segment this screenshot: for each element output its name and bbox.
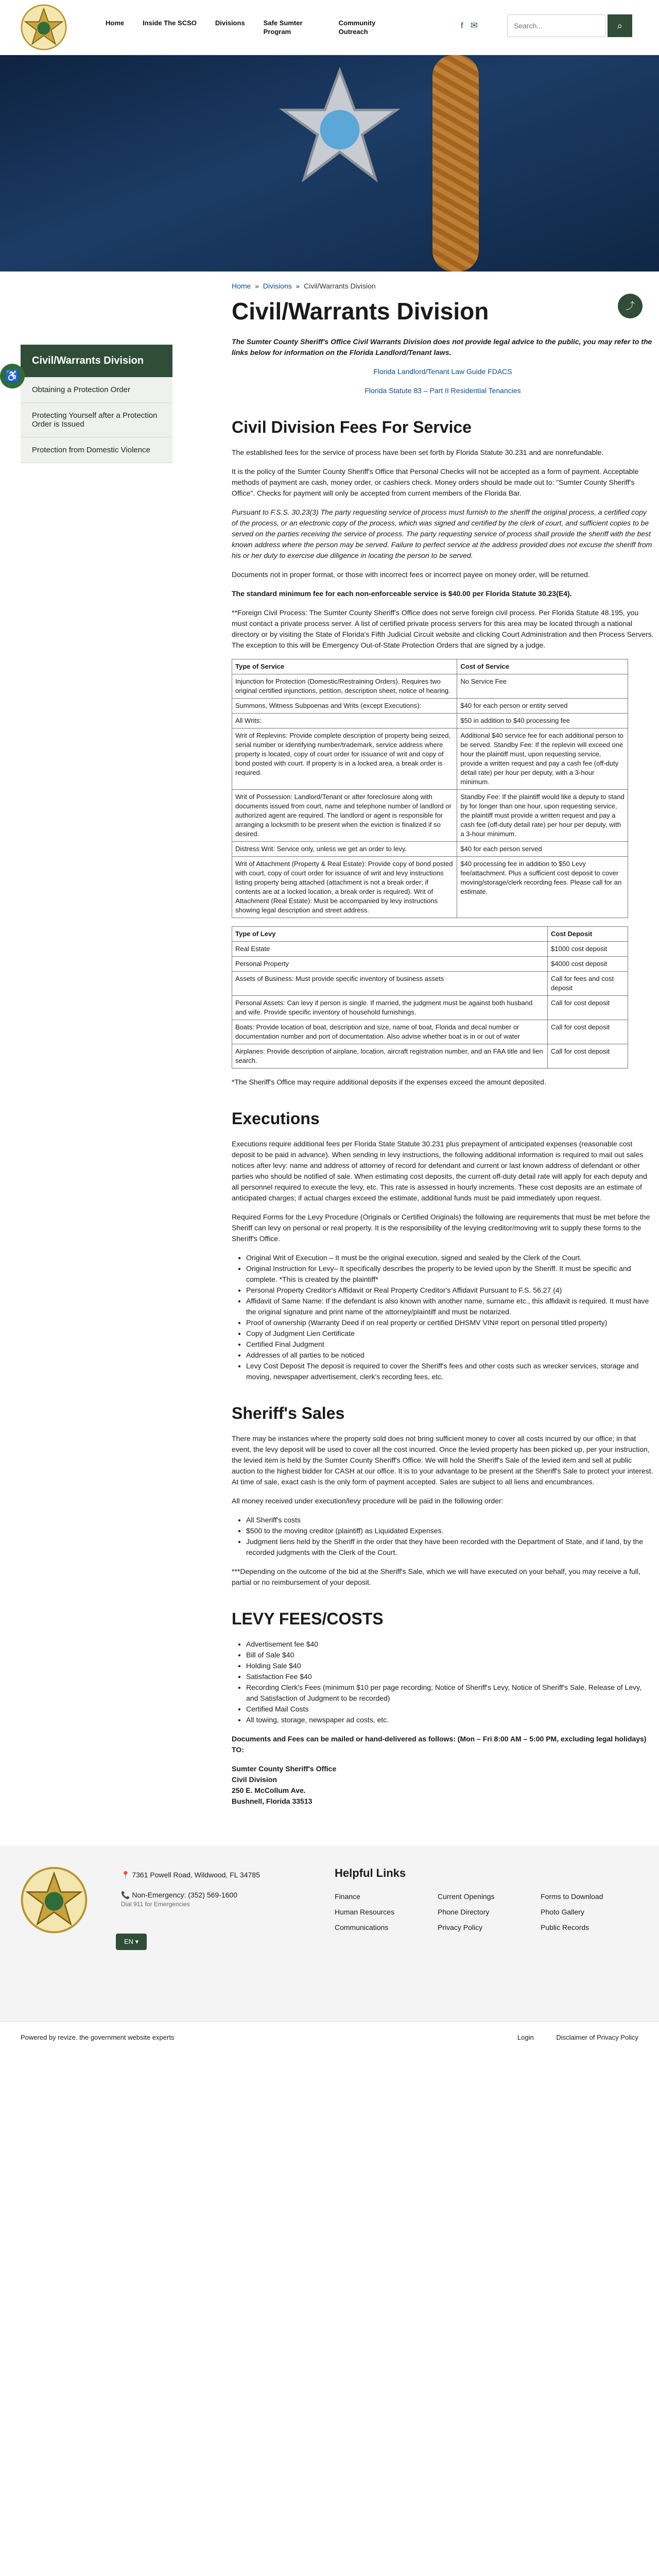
- login-link[interactable]: Login: [517, 2033, 534, 2041]
- table-cell: $4000 cost deposit: [548, 957, 628, 972]
- sales-paragraph: All money received under execution/levy procedure will be paid in the following order:: [232, 1497, 504, 1505]
- sidebar-item-domestic[interactable]: Protection from Domestic Violence: [21, 437, 172, 463]
- list-item: • Recording Clerk's Fees (minimum $10 per page recording; Notice of Sheriff's Levy, Notice of Sheriff's Sale, Release of Levy, and Satisfaction of Judgment to be recorded): [246, 1682, 654, 1704]
- table-cell: No Service Fee: [457, 674, 628, 699]
- service-fee-table: [232, 659, 628, 918]
- list-item: • Copy of Judgment Lien Certificate: [246, 1328, 654, 1339]
- location-icon: 📍: [121, 1871, 132, 1879]
- table-cell: Writ of Attachment (Property & Real Estate): Provide copy of bond posted with court, copy of court order for issuance of writ and levy instructions listing property being attached (attachment is not a break order; if contents are at a locked location, a break order is required). Writ of Attachment (Real Estate): Must be accompanied by levy instructions showing legal description and street address.: [232, 857, 457, 918]
- table-cell: Personal Assets: Can levy if person is single. If married, the judgment must be against both husband and wife. Provide specific inventory of household furnishings.: [232, 996, 548, 1020]
- table-row: [232, 790, 628, 842]
- footer-contact: [121, 1871, 260, 1919]
- list-item: • All towing, storage, newspaper ad costs, etc.: [246, 1715, 654, 1725]
- main-content: [232, 272, 654, 1815]
- list-item: • Original Writ of Execution – It must be the original execution, signed and sealed by the Clerk of the Court.: [246, 1252, 654, 1263]
- top-bar: [0, 0, 659, 55]
- sidebar: [21, 345, 172, 1815]
- table-cell: Additional $40 service fee for each additional person to be served. Standby Fee: If the replevin will exceed one hour the plaintiff must, upon requesting service, provide a written request and pay a cash fee (off-duty detail rate) per hour per deputy, with a 3-hour minimum.: [457, 728, 628, 790]
- sidebar-title[interactable]: Civil/Warrants Division: [21, 345, 172, 377]
- nav-safe-sumter[interactable]: Safe Sumter Program: [263, 19, 303, 36]
- nav-community-outreach[interactable]: Community Outreach: [338, 19, 376, 36]
- list-item: • Holding Sale $40: [246, 1660, 654, 1671]
- rope-decoration: [432, 55, 479, 272]
- table-row: [232, 842, 628, 857]
- levy-deposit-table: [232, 926, 628, 1069]
- table-cell: Injunction for Protection (Domestic/Restraining Orders). Requires two original certified injunctions, petition, description sheet, notice of hearing.: [232, 674, 457, 699]
- footer-link[interactable]: Privacy Policy: [438, 1923, 483, 1931]
- table-cell: Assets of Business: Must provide specific inventory of business assets: [232, 972, 548, 996]
- table-cell: Call for cost deposit: [548, 1044, 628, 1069]
- helpful-links: [335, 1892, 644, 1931]
- footer-logo[interactable]: [21, 1867, 88, 1934]
- levy-fees-heading: LEVY FEES/COSTS: [232, 1609, 384, 1628]
- deposit-note: *The Sheriff's Office may require additional deposits if the expenses exceed the amount deposited.: [232, 1078, 546, 1086]
- address-line: Civil Division: [232, 1775, 277, 1784]
- foreign-process-note: **Foreign Civil Process: The Sumter County Sheriff's Office does not serve foreign civil process. Per Florida Statute 48.195, you must contact a private process server. A list of certified private process servers for this area may be located through a national directory or by visiting the State of Florida's Fifth Judicial Circuit website and clicking Court Administration and then Process Servers. The exception to this will be Emergency Out-of-State Protection Orders that are signed by a judge.: [232, 608, 654, 649]
- sales-list: [232, 1515, 654, 1558]
- table-cell: Distress Writ: Service only, unless we get an order to levy.: [232, 842, 457, 857]
- table-row: [232, 957, 628, 972]
- executions-list: [232, 1252, 654, 1382]
- hero-banner: [0, 55, 659, 272]
- table-cell: Boats: Provide location of boat, description and size, name of boat, Florida and decal number or documentation number and port of documentation. Also advise whether boat is in or out of water: [232, 1020, 548, 1044]
- table-cell: Writ of Possession: Landlord/Tenant or after foreclosure along with documents issued from court, name and telephone number of landlord or authorized agent are required. The landlord or agent is responsible for arranging a locksmith to be present when the eviction is finalized if so desired.: [232, 790, 457, 842]
- table-cell: Real Estate: [232, 942, 548, 957]
- fees-paragraph: Pursuant to F.S.S. 30.23(3) The party requesting service of process must furnish to the sheriff the original process, a certified copy of the process, or an electronic copy of the process, which was signed and certified by the clerk of court, and sufficient copies to be served on the parties receiving the service of process. The party requesting service of process shall provide the sheriff with the best known address where the person may be served. Failure to perfect service at the address provided does not excuse the sheriff from his or her duty to exercise due diligence in locating the person to be served.: [232, 508, 652, 560]
- table-cell: $50 in addition to $40 processing fee: [457, 714, 628, 728]
- fees-paragraph: It is the policy of the Sumter County Sheriff's Office that Personal Checks will not be accepted as a form of payment. Acceptable methods of payment are cash, money order, or cashiers check. Money orders should be made out to: "Sumter County Sheriff's Office". Checks for payment will only be accepted from current members of the Florida Bar.: [232, 467, 639, 497]
- nav-home[interactable]: Home: [106, 19, 125, 27]
- powered-by[interactable]: Powered by revize. the government website experts: [21, 2033, 175, 2041]
- table-cell: All Writs:: [232, 714, 457, 728]
- list-item: • Addresses of all parties to be noticed: [246, 1350, 654, 1361]
- address-line: Sumter County Sheriff's Office: [232, 1765, 337, 1773]
- table-row: [232, 714, 628, 728]
- fees-paragraph: The established fees for the service of process have been set forth by Florida Statute 30.231 and are nonrefundable.: [232, 448, 604, 456]
- list-item: • Proof of ownership (Warranty Deed if on real property or certified DHSMV VIN# report on personal titled property): [246, 1317, 654, 1328]
- phone-icon: 📞: [121, 1891, 132, 1899]
- sidebar-item-protecting[interactable]: Protecting Yourself after a Protection Order is Issued: [21, 403, 172, 437]
- helpful-links-title: Helpful Links: [335, 1867, 406, 1879]
- table-row: [232, 728, 628, 790]
- table-header: Cost Deposit: [548, 927, 628, 942]
- search-input[interactable]: [507, 14, 606, 37]
- list-item: • Levy Cost Deposit The deposit is required to cover the Sheriff's fees and other costs such as wrecker services, storage and moving, newspaper advertisement, clerk's recording fees, etc.: [246, 1361, 654, 1382]
- list-item: • Certified Mail Costs: [246, 1704, 654, 1715]
- share-icon: ⤴: [626, 301, 635, 311]
- table-row: [232, 674, 628, 699]
- breadcrumb-divisions[interactable]: Divisions: [263, 282, 292, 290]
- table-cell: Standby Fee: If the plaintiff would like a deputy to stand by for longer than one hour, upon requesting service, the plaintiff must provide a written request and pay a cash fee (off-duty detail rate) per hour per deputy, with a 3-hour minimum.: [457, 790, 628, 842]
- nav-inside-scso[interactable]: Inside The SCSO: [143, 19, 197, 27]
- breadcrumb: Home » Divisions » Civil/Warrants Division: [232, 282, 376, 290]
- intro-text: The Sumter County Sheriff's Office Civil Warrants Division does not provide legal advice to the public, you may refer to the links below for information on the Florida Landlord/Tenant laws.: [232, 337, 652, 357]
- levy-fees-list: [232, 1639, 654, 1725]
- footer-link[interactable]: Communications: [335, 1923, 389, 1931]
- list-item: • Affidavit of Same Name: If the defendant is also known with another name, surname etc., this affidavit is required. It must have the original signature and print name of the attorney/plaintiff and must be notarized.: [246, 1296, 654, 1317]
- address-line: 250 E. McCollum Ave.: [232, 1786, 306, 1794]
- table-row: [232, 972, 628, 996]
- table-cell: $40 processing fee in addition to $50 Levy fee/attachment. Plus a sufficient cost deposit to cover moving/storage/clerk recording fees. Please call for an estimate.: [457, 857, 628, 918]
- email-icon[interactable]: ✉: [470, 21, 478, 30]
- page-title: Civil/Warrants Division: [232, 298, 489, 325]
- search-icon: ⌕: [617, 20, 623, 31]
- language-selector[interactable]: EN ▾: [116, 1934, 147, 1950]
- list-item: • Advertisement fee $40: [246, 1639, 654, 1650]
- footer-link[interactable]: Public Records: [541, 1923, 589, 1931]
- table-cell: Personal Property: [232, 957, 548, 972]
- sales-heading: Sheriff's Sales: [232, 1404, 345, 1422]
- table-row: [232, 857, 628, 918]
- table-cell: Airplanes: Provide description of airplane, location, aircraft registration number, and an FAA title and lien search.: [232, 1044, 548, 1069]
- bottom-bar: [0, 2021, 659, 2053]
- sheriff-star-logo[interactable]: [21, 4, 67, 50]
- footer-address: 📍 7361 Powell Road, Wildwood, FL 34785: [121, 1871, 260, 1879]
- table-header: Type of Levy: [232, 927, 548, 942]
- list-item: • Bill of Sale $40: [246, 1650, 654, 1660]
- list-item: • $500 to the moving creditor (plaintiff) as Liquidated Expenses.: [246, 1526, 654, 1536]
- table-row: [232, 942, 628, 957]
- executions-heading: Executions: [232, 1109, 320, 1128]
- executions-paragraph: Required Forms for the Levy Procedure (Originals or Certified Originals) the following are requirements that must be met before the Sheriff can levy on personal or real property. It is the responsibility of the levying creditor/moving writ to supply these forms to the Sheriff's Office.: [232, 1213, 650, 1243]
- fees-heading: Civil Division Fees For Service: [232, 418, 472, 436]
- footer-link[interactable]: Forms to Download: [541, 1892, 603, 1901]
- link-statute-83[interactable]: Florida Statute 83 – Part II Residential Tenancies: [365, 386, 521, 395]
- footer-link[interactable]: Finance: [335, 1892, 360, 1901]
- table-cell: $1000 cost deposit: [548, 942, 628, 957]
- footer-link[interactable]: Human Resources: [335, 1908, 394, 1916]
- link-landlord-guide[interactable]: Florida Landlord/Tenant Law Guide FDACS: [373, 367, 512, 376]
- list-item: • Satisfaction Fee $40: [246, 1671, 654, 1682]
- breadcrumb-home[interactable]: Home: [232, 282, 251, 290]
- table-cell: Call for cost deposit: [548, 996, 628, 1020]
- table-cell: Call for cost deposit: [548, 1020, 628, 1044]
- table-cell: Call for fees and cost deposit: [548, 972, 628, 996]
- sidebar-item-obtaining[interactable]: Obtaining a Protection Order: [21, 377, 172, 403]
- table-cell: $40 for each person served: [457, 842, 628, 857]
- sheriff-badge-image: [278, 65, 402, 189]
- table-header: Cost of Service: [457, 659, 628, 674]
- footer-link[interactable]: Phone Directory: [438, 1908, 490, 1916]
- list-item: • Certified Final Judgment: [246, 1339, 654, 1350]
- nav-divisions[interactable]: Divisions: [215, 19, 245, 27]
- table-row: [232, 699, 628, 714]
- sales-note: ***Depending on the outcome of the bid at the Sheriff's Sale, which we will have executed on your behalf, you may receive a full, partial or no reimbursement of your deposit.: [232, 1567, 640, 1586]
- search-button[interactable]: [608, 14, 632, 37]
- standard-fee: The standard minimum fee for each non-enforceable service is $40.00 per Florida Statute 30.23(E4).: [232, 589, 572, 598]
- main-nav: [106, 19, 395, 36]
- address-line: Bushnell, Florida 33513: [232, 1797, 313, 1805]
- table-cell: $40 for each person or entity served: [457, 699, 628, 714]
- list-item: • Judgment liens held by the Sheriff in the order that they have been recorded with the Department of State, and if land, by the recorded judgments with the Clerk of the Court.: [246, 1536, 654, 1558]
- accessibility-icon: ♿: [5, 369, 20, 382]
- mailing-address: [232, 1764, 654, 1807]
- list-item: • All Sheriff's costs: [246, 1515, 654, 1526]
- accessibility-button[interactable]: [0, 364, 25, 388]
- sales-paragraph: There may be instances where the property sold does not bring sufficient money to cover all costs incurred by our office; in that event, the levy deposit will be used to cover all the cost incurred. Once the levied property has been picked up, per your instruction, the levied item is held by the Sumter County Sheriff's Office. We will hold the Sheriff's Sale of the levied item and sell at public auction to the highest bidder for CASH at our office. It is to your advantage to be present at the Sheriff's Sale to protect your interest. At time of sale, exact cash is the only form of payment accepted. Sales are subject to all liens and encumbrances.: [232, 1434, 653, 1486]
- footer-link[interactable]: Photo Gallery: [541, 1908, 584, 1916]
- disclaimer-link[interactable]: Disclaimer of Privacy Policy: [556, 2033, 638, 2041]
- list-item: • Personal Property Creditor's Affidavit or Real Property Creditor's Affidavit Pursuant to F.S. 56.27 (4): [246, 1285, 654, 1296]
- footer-phone: 📞 Non-Emergency: (352) 569-1600 Dial 911 for Emergencies: [121, 1891, 237, 1908]
- table-header: Type of Service: [232, 659, 457, 674]
- social-links: [461, 21, 478, 31]
- footer-link[interactable]: Current Openings: [438, 1892, 495, 1901]
- fees-paragraph: Documents not in proper format, or those with incorrect fees or incorrect payee on money order, will be returned.: [232, 570, 590, 579]
- table-row: [232, 996, 628, 1020]
- footer: [0, 1846, 659, 2021]
- share-button[interactable]: [618, 294, 643, 318]
- table-row: [232, 1044, 628, 1069]
- table-cell: Writ of Replevins: Provide complete description of property being seized, serial number or identifying number/trademark, service address where property is located, copy of court order for issuance of writ and copy of bond posted with court. If property is in a locked area, a break order is required.: [232, 728, 457, 790]
- table-row: [232, 1020, 628, 1044]
- mail-note: Documents and Fees can be mailed or hand-delivered as follows: (Mon – Fri 8:00 AM – 5:00 PM, excluding legal holidays) TO:: [232, 1735, 647, 1754]
- facebook-icon[interactable]: f: [461, 21, 463, 30]
- breadcrumb-current: Civil/Warrants Division: [304, 282, 376, 290]
- executions-paragraph: Executions require additional fees per Florida State Statute 30.231 plus prepayment of anticipated expenses (reasonable cost deposit to be paid in advance). When sending in levy instructions, the following additional information is required to mail out sales notices after levy: name and address of attorney of record for defendant and current or last known address of defendant or other parties who should be notified of sale. When estimating cost deposits, the current off-duty detail rate will apply for each deputy and all personnel required to execute the levy, etc. This rate is assessed in hourly increments. These cost deposits are an estimate of anticipated charges; if actual charges exceed the estimate, additional funds must be paid immediately upon request.: [232, 1140, 647, 1202]
- table-cell: Summons, Witness Subpoenas and Writs (except Executions):: [232, 699, 457, 714]
- list-item: • Original Instruction for Levy– It specifically describes the property to be levied upon by the Sheriff. It must be specific and complete. *This is created by the plaintiff*: [246, 1263, 654, 1285]
